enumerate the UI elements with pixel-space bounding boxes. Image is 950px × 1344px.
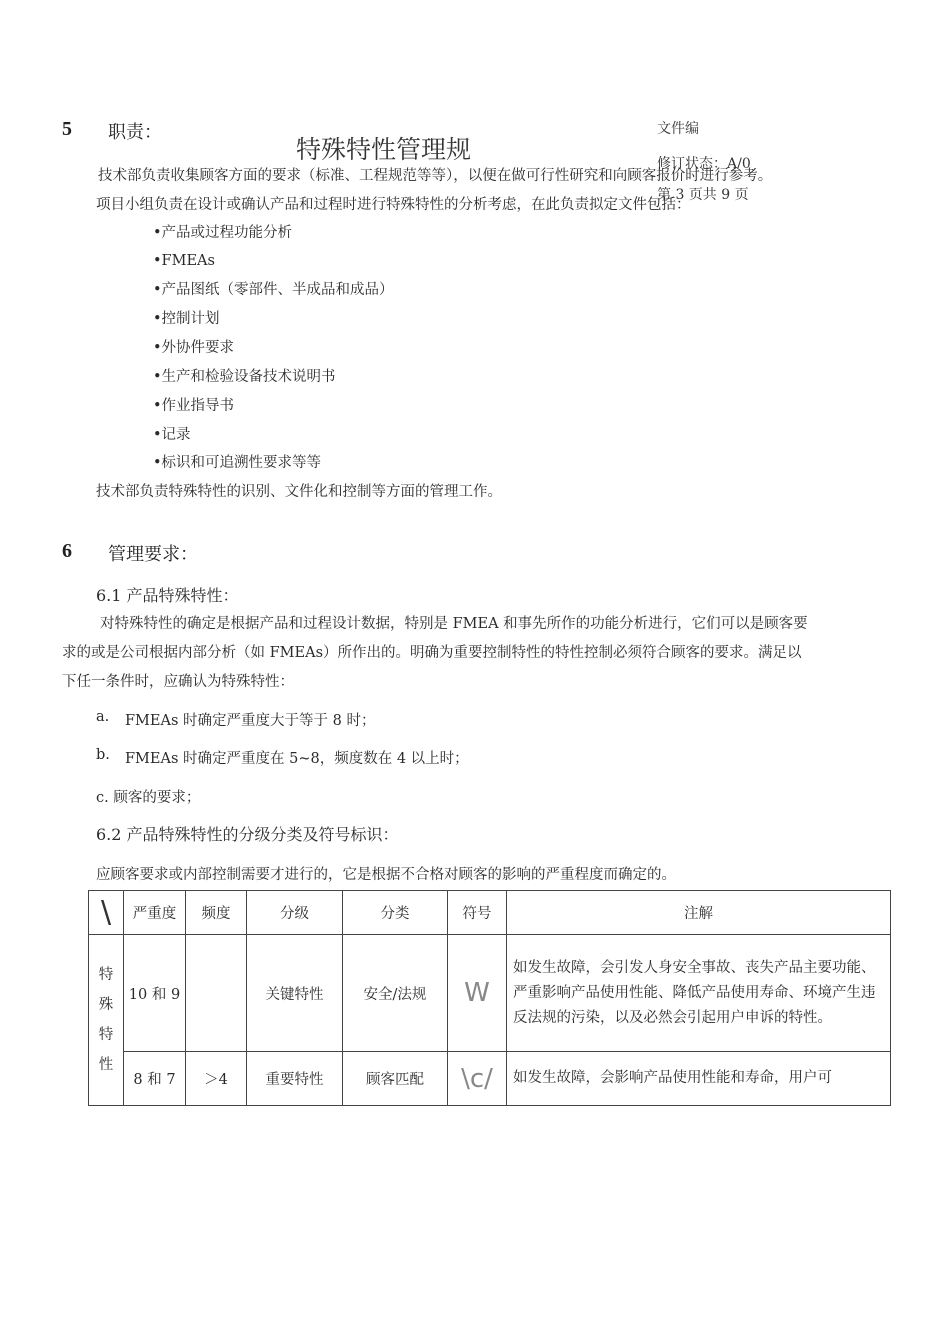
header-frequency: 频度 (186, 891, 247, 935)
condition-b-text: FMEAs 时确定严重度在 5~8，频度数在 4 以上时； (125, 751, 469, 767)
bullet-item: •产品图纸（零部件、半成品和成品） (153, 282, 394, 298)
subsection-6-1-line: 对特殊特性的确定是根据产品和过程设计数据，特别是 FMEA 和事先所作的功能分析进行，它们可以是顾客要 (100, 616, 808, 632)
subsection-6-1-title: 6.1 产品特殊特性： (96, 586, 239, 605)
table-row (89, 935, 891, 1052)
section-5-paragraph-1: 技术部负责收集顾客方面的要求（标准、工程规范等等），以便在做可行性研究和向顾客报价时进行参考。 (98, 168, 773, 184)
subsection-6-1-line: 下任一条件时，应确认为特殊特性： (62, 674, 294, 690)
bullet-item: •生产和检验设备技术说明书 (153, 369, 336, 385)
header-note: 注解 (507, 891, 891, 935)
section-5-title: 职责： (108, 122, 162, 143)
bullet-item: •标识和可追溯性要求等等 (153, 455, 322, 471)
subsection-6-1-line: 求的或是公司根据内部分析（如 FMEAs）所作出的。明确为重要控制特性的特性控制必须符合顾客的要求。满足以 (62, 645, 802, 661)
bullet-item: •作业指导书 (153, 398, 235, 414)
bullet-item: •FMEAs (153, 253, 215, 269)
section-6-title: 管理要求： (108, 544, 198, 565)
group-label-cell (89, 935, 124, 1106)
symbol-cell: \c/ (448, 1052, 507, 1106)
bullet-item: •控制计划 (153, 311, 220, 327)
group-label: 特殊特性 (98, 967, 114, 1073)
page-indicator: 第 3 页共 9 页 (657, 187, 749, 203)
subsection-6-2-title: 6.2 产品特殊特性的分级分类及符号标识： (96, 825, 399, 844)
grade-cell: 重要特性 (247, 1052, 343, 1106)
symbol-cell: W (448, 935, 507, 1052)
condition-a-text: FMEAs 时确定严重度大于等于 8 时； (125, 713, 376, 729)
subsection-6-2-text: 应顾客要求或内部控制需要才进行的，它是根据不合格对顾客的影响的严重程度而确定的。 (96, 867, 676, 883)
table-header-row (89, 891, 891, 935)
frequency-cell: ＞4 (186, 1052, 247, 1106)
severity-cell: 8 和 7 (124, 1052, 186, 1106)
grade-cell: 关键特性 (247, 935, 343, 1052)
header-severity: 严重度 (124, 891, 186, 935)
section-5-paragraph-3: 技术部负责特殊特性的识别、文件化和控制等方面的管理工作。 (96, 484, 502, 500)
bullet-item: •外协件要求 (153, 340, 235, 356)
revision-status: 修订状态：A/0 (657, 156, 751, 172)
special-characteristics-table (88, 890, 891, 1106)
section-5-number: 5 (62, 118, 72, 140)
condition-b-label: b. (96, 747, 110, 763)
bullet-item: •产品或过程功能分析 (153, 225, 293, 241)
condition-a-label: a. (96, 709, 110, 725)
file-number-label: 文件编 (657, 121, 699, 137)
document-title: 特殊特性管理规 (296, 135, 472, 164)
section-6-number: 6 (62, 540, 72, 562)
table-row (89, 1052, 891, 1106)
header-symbol: 符号 (448, 891, 507, 935)
condition-c-text: c. 顾客的要求； (96, 790, 201, 806)
frequency-cell (186, 935, 247, 1052)
section-5-paragraph-2: 项目小组负责在设计或确认产品和过程时进行特殊特性的分析考虑，在此负责拟定文件包括： (96, 197, 691, 213)
note-cell: 如发生故障，会影响产品使用性能和寿命，用户可 (507, 1052, 891, 1106)
header-category: 分类 (343, 891, 448, 935)
corner-cell: \ (89, 891, 124, 935)
note-cell: 如发生故障，会引发人身安全事故、丧失产品主要功能、严重影响产品使用性能、降低产品使用寿命、环境产生违反法规的污染，以及必然会引起用户申诉的特性。 (507, 935, 891, 1052)
category-cell: 安全/法规 (343, 935, 448, 1052)
bullet-item: •记录 (153, 427, 191, 443)
header-grade: 分级 (247, 891, 343, 935)
category-cell: 顾客匹配 (343, 1052, 448, 1106)
severity-cell: 10 和 9 (124, 935, 186, 1052)
